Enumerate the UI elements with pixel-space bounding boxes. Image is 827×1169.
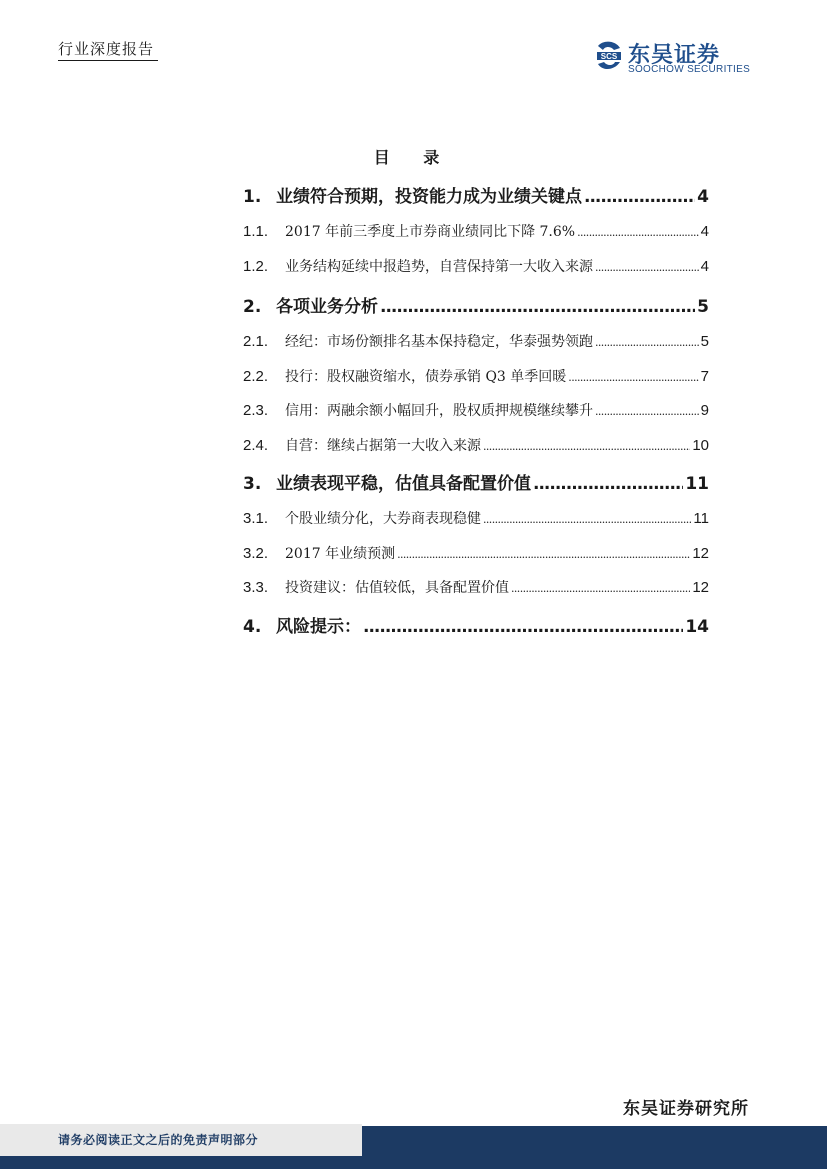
toc-entry-page: 12	[692, 545, 709, 562]
toc-dot-leader	[584, 187, 695, 207]
toc-entry-page: 11	[685, 474, 709, 494]
disclaimer-note: 请务必阅读正文之后的免责声明部分	[58, 1133, 259, 1147]
toc-entry[interactable]	[243, 221, 709, 241]
toc-dot-leader	[577, 226, 699, 239]
toc-entry-text: 业绩符合预期，投资能力成为业绩关键点	[276, 187, 582, 207]
toc-dot-leader	[533, 474, 683, 494]
toc-entry-page: 10	[692, 437, 709, 454]
toc-entry-text: 个股业绩分化，大券商表现稳健	[285, 511, 481, 527]
toc-entry-text: 业务结构延续中报趋势，自营保持第一大收入来源	[285, 259, 593, 275]
toc-entry-page: 4	[700, 258, 709, 275]
toc-entry-text: 投行：股权融资缩水，债券承销 Q3 单季回暖	[285, 369, 567, 385]
toc-dot-leader	[511, 582, 690, 595]
toc-entry[interactable]	[243, 400, 709, 420]
toc-entry-number: 2.	[243, 297, 262, 317]
toc-entry-number: 1.2.	[243, 258, 269, 275]
toc-entry-text: 经纪：市场份额排名基本保持稳定，华泰强势领跑	[285, 334, 593, 350]
toc-entry-number: 4.	[243, 617, 262, 637]
toc-entry-text: 各项业务分析	[276, 297, 378, 317]
toc-dot-leader	[483, 513, 691, 526]
header-underline	[58, 60, 158, 61]
toc-entry-number: 2.1.	[243, 333, 269, 350]
toc-entry-page: 11	[693, 510, 709, 527]
logo-name-cn: 东吴证券	[628, 43, 721, 68]
toc-entry[interactable]	[243, 292, 709, 317]
toc-entry[interactable]	[243, 543, 709, 563]
toc-entry-page: 12	[692, 579, 709, 596]
report-type-label: 行业深度报告	[58, 40, 155, 58]
toc-entry[interactable]	[243, 182, 709, 207]
toc-entry-text: 投资建议：估值较低，具备配置价值	[285, 580, 509, 596]
toc-entry-page: 4	[700, 223, 709, 240]
toc-entry-text: 自营：继续占据第一大收入来源	[285, 438, 481, 454]
toc-dot-leader	[595, 405, 699, 418]
toc-entry[interactable]	[243, 469, 709, 494]
toc-entry-number: 1.1.	[243, 223, 269, 240]
toc-entry-number: 3.2.	[243, 545, 269, 562]
toc-dot-leader	[397, 548, 690, 561]
toc-entry-page: 9	[700, 402, 709, 419]
toc-entry-number: 3.1.	[243, 510, 269, 527]
toc-entry[interactable]	[243, 577, 709, 597]
toc-entry-number: 3.	[243, 474, 262, 494]
toc-entry-number: 2.3.	[243, 402, 269, 419]
research-institute-name: 东吴证券研究所	[623, 1099, 749, 1119]
toc-entry[interactable]	[243, 612, 709, 637]
toc-entry-text: 2017 年业绩预测	[285, 546, 396, 562]
toc-dot-leader	[483, 440, 690, 453]
toc-dot-leader	[595, 336, 699, 349]
logo-mark-icon	[594, 40, 624, 74]
toc-dot-leader	[380, 297, 695, 317]
toc-entry-number: 3.3.	[243, 579, 269, 596]
toc-entry-page: 7	[700, 368, 709, 385]
toc-entry-number: 2.2.	[243, 368, 269, 385]
toc-entry[interactable]	[243, 435, 709, 455]
toc-dot-leader	[568, 371, 698, 384]
toc-dot-leader	[363, 617, 683, 637]
toc-entry-page: 4	[697, 187, 709, 207]
toc-entry[interactable]	[243, 331, 709, 351]
logo-mark-text: SCS	[600, 52, 618, 61]
company-logo	[594, 38, 764, 78]
toc-entry[interactable]	[243, 366, 709, 386]
toc-title: 目 录	[373, 148, 454, 167]
toc-entry-page: 14	[685, 617, 709, 637]
logo-name-en: SOOCHOW SECURITIES	[628, 64, 751, 75]
toc-entry-text: 2017 年前三季度上市券商业绩同比下降 7.6%	[285, 224, 576, 240]
toc-entry-text: 业绩表现平稳，估值具备配置价值	[276, 474, 531, 494]
toc-entry-number: 2.4.	[243, 437, 269, 454]
toc-entry-text: 信用：两融余额小幅回升，股权质押规模继续攀升	[285, 403, 593, 419]
toc-entry-page: 5	[697, 297, 709, 317]
toc-entry[interactable]	[243, 508, 709, 528]
toc-entry-page: 5	[700, 333, 709, 350]
toc-entry[interactable]	[243, 256, 709, 276]
toc-entry-text: 风险提示：	[276, 617, 361, 637]
toc-entry-number: 1.	[243, 187, 262, 207]
toc-dot-leader	[595, 261, 699, 274]
